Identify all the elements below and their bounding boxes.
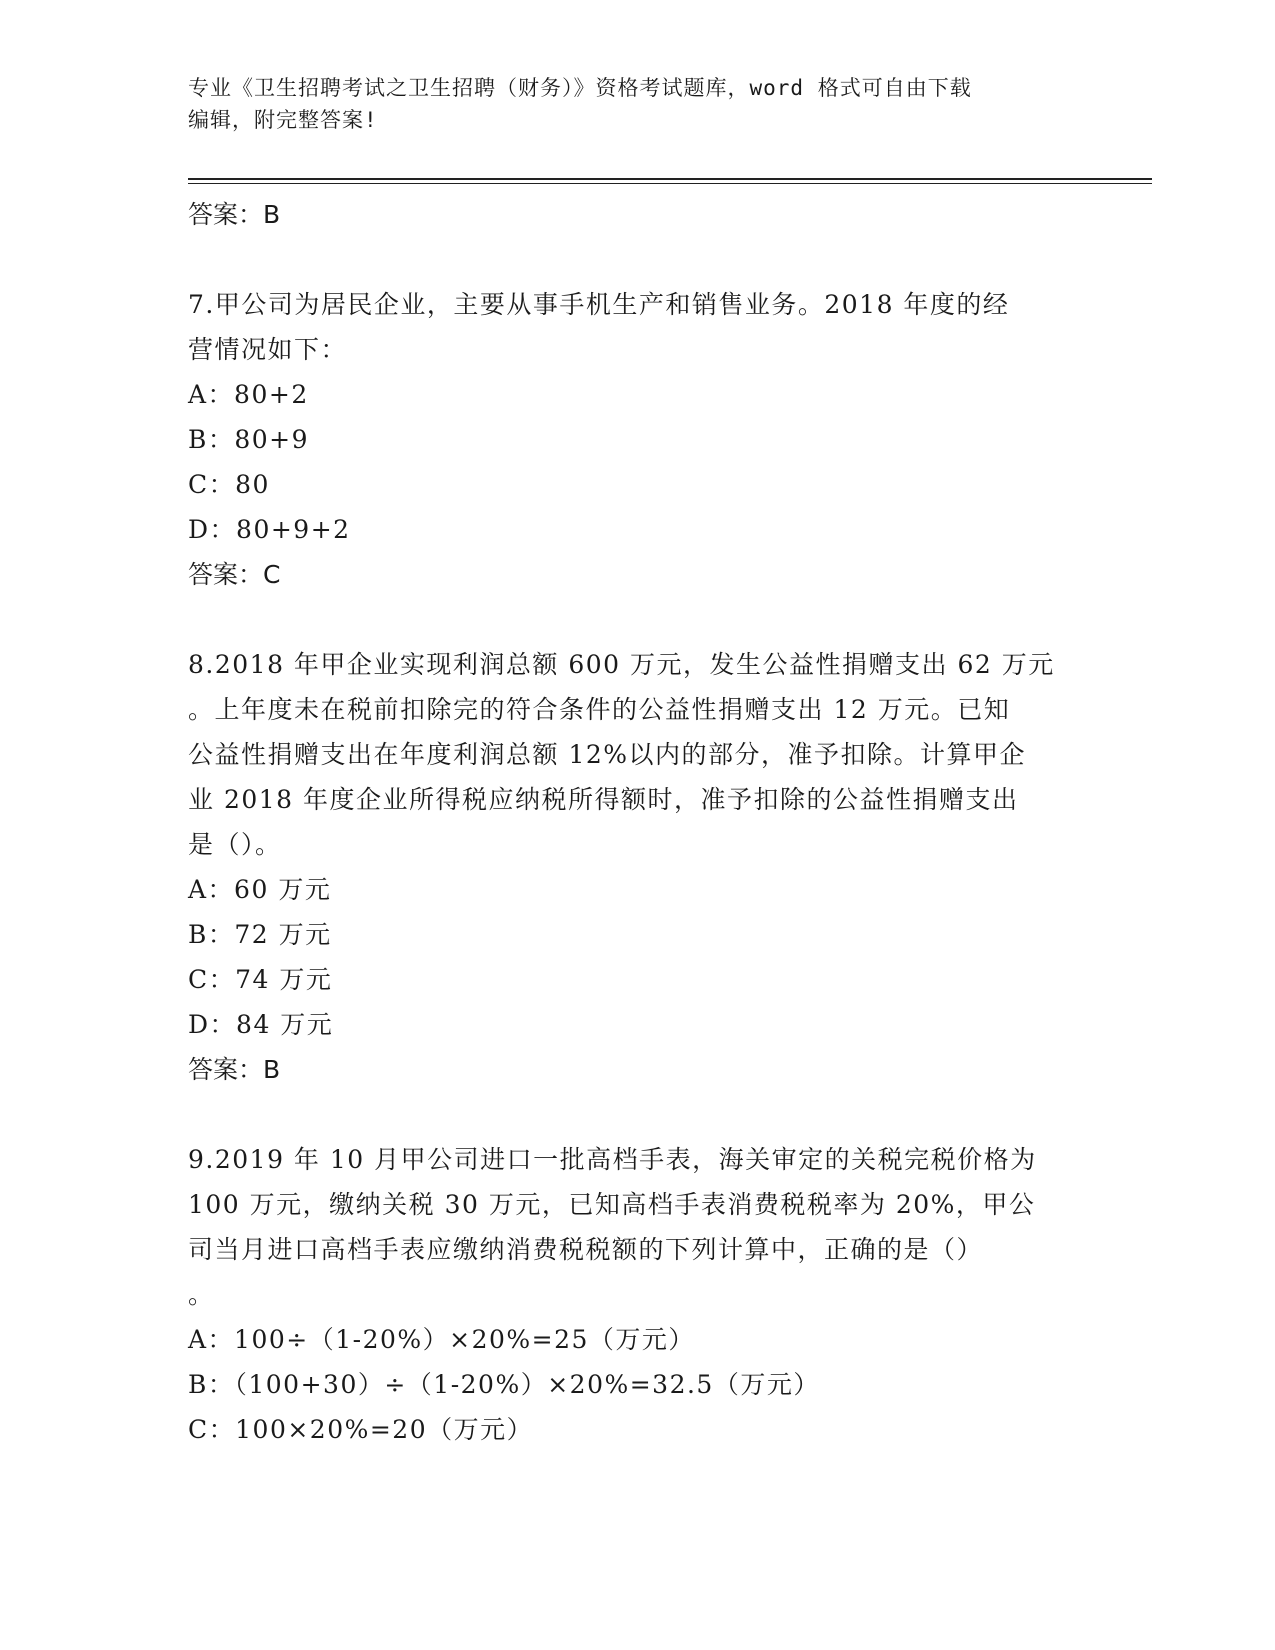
option-c: C：100×20%=20（万元） [188, 1415, 534, 1444]
option-b: B：80+9 [188, 425, 310, 454]
question-text-line: 业 2018 年度企业所得税应纳税所得额时，准予扣除的公益性捐赠支出 [188, 785, 1019, 814]
option-d: D：80+9+2 [188, 515, 351, 544]
option-b: B：72 万元 [188, 920, 332, 949]
question-text-line: 是（）。 [188, 830, 282, 859]
question-text-line: 100 万元，缴纳关税 30 万元，已知高档手表消费税税率为 20%，甲公 [188, 1190, 1036, 1219]
question-text-line: 司当月进口高档手表应缴纳消费税税额的下列计算中，正确的是（） [188, 1235, 984, 1264]
header-rule-thin [188, 183, 1152, 184]
question-8 [188, 642, 1088, 1092]
question-text-line: 。 [188, 1280, 215, 1309]
option-a: A：80+2 [188, 380, 309, 409]
question-answer: 答案：C [188, 560, 281, 589]
question-text-line: 7.甲公司为居民企业，主要从事手机生产和销售业务。2018 年度的经 [188, 290, 1010, 319]
question-text-line: 营情况如下： [188, 335, 348, 364]
question-answer: 答案：B [188, 1055, 281, 1084]
option-c: C：80 [188, 470, 270, 499]
header-line-2: 编辑，附完整答案! [188, 108, 378, 132]
option-a: A：60 万元 [188, 875, 332, 904]
question-text-line: 公益性捐赠支出在年度利润总额 12%以内的部分，准予扣除。计算甲企 [188, 740, 1027, 769]
question-7 [188, 282, 1088, 597]
previous-answer: 答案：B [188, 200, 281, 229]
header-line-1: 专业《卫生招聘考试之卫生招聘（财务）》资格考试题库，word 格式可自由下载 [188, 76, 972, 100]
option-c: C：74 万元 [188, 965, 333, 994]
question-text-line: 。上年度未在税前扣除完的符合条件的公益性捐赠支出 12 万元。已知 [188, 695, 1011, 724]
option-a: A：100÷（1-20%）×20%=25（万元） [188, 1325, 695, 1354]
option-b: B：（100+30）÷（1-20%）×20%=32.5（万元） [188, 1370, 820, 1399]
header-rule [188, 178, 1152, 180]
question-9 [188, 1137, 1088, 1452]
question-text-line: 8.2018 年甲企业实现利润总额 600 万元，发生公益性捐赠支出 62 万元 [188, 650, 1055, 679]
option-d: D：84 万元 [188, 1010, 334, 1039]
question-list [188, 192, 1088, 1452]
question-text-line: 9.2019 年 10 月甲公司进口一批高档手表，海关审定的关税完税价格为 [188, 1145, 1037, 1174]
page-header [188, 72, 1068, 136]
